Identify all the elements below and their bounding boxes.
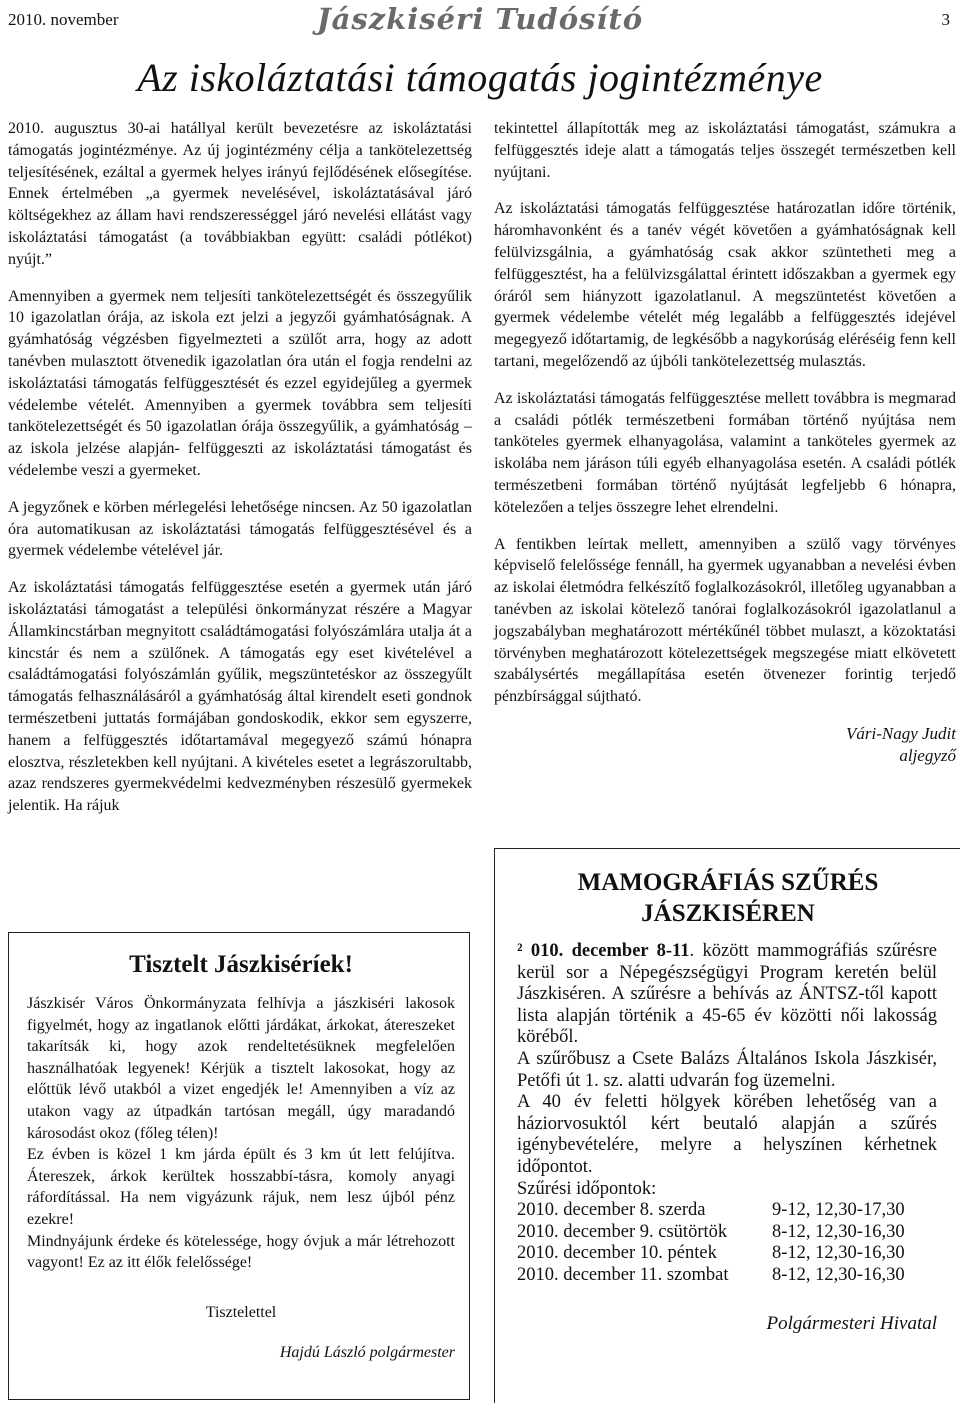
article-title: Az iskoláztatási támogatás jogintézménye [137,55,823,100]
schedule-list [517,1200,937,1286]
masthead: Jászkiséri Tudósító [316,2,644,36]
schedule-row [517,1243,937,1265]
schedule-hours: 8-12, 12,30-16,30 [772,1221,905,1242]
page-number: 3 [941,10,950,29]
schedule-day: 2010. december 9. csütörtök [517,1221,728,1242]
article-paragraph: Az iskoláztatási támogatás felfüggesztése mellett továbbra is megmarad a családi pótlék természetbeni formában történő nyújtása nem tanköteles gyermek elhanyagolása, valamint a tanköteles gyermek az iskolába nem járáson túli egyéb elhanyagolása esetén. A családi pótlék természetbeni formában történő nyújtását legfeljebb 6 hónapra, kötelezően a teljes összegre lehet elrendelni. [494,389,956,516]
mammography-title [495,867,960,929]
article-paragraph: A jegyzőnek e körben mérlegelési lehetősége nincsen. Az 50 igazolatlan óra automatikusan az iskoláztatási támogatás felfüggesztésével és a gyermek védelembe vételével jár. [8,498,472,560]
author-signature [494,723,956,767]
mammography-dates: ² 010. december 8-11 [517,941,690,961]
article-right-column [494,118,956,767]
schedule-row [517,1222,937,1244]
article-paragraph: 2010. augusztus 30-ai hatállyal került bevezetésre az iskoláztatási támogatás jogintézménye. Az új jogintézmény célja a tankötelezettség teljesítésének, ezáltal a gyermek helyes irányú fejlődésének elősegítése. Ennek értelmében „a gyermek nevelésével, iskoláztatásával járó költségekhez az állam havi rendszerességgel járó nevelési ellátást vagy iskoláztatási támogatást (a továbbiakban együtt: családi pótlékot) nyújt.” [8,120,472,268]
notice-paragraph: Jászkisér Város Önkormányzata felhívja a jászkiséri lakosok figyelmét, hogy az ingatlanok előtti járdákat, árkokat, átereszeket takarítsák ki, hogy azok rendeltetésüknek megfelelően használhatóak legyenek! Kérjük a tisztelt lakosokat, hogy az előttük lévő utakból a vizet engedjék le! Amennyiben a víz az utakon vagy az útpadkán tartósan megáll, úgy maradandó károsodást okoz (főleg télen)! [27,995,455,1142]
mammography-bus: A szűrőbusz a Csete Balázs Általános Iskola Jászkisér, Petőfi út 1. sz. alatti udvarán fog üzemelni. [517,1048,937,1091]
article-paragraph: A fentikben leírtak mellett, amennyiben a szülő vagy törvényes képviselő felelőssége fennáll, ha gyermek ugyanabban a nevelési évben az iskolai életmódra felkészítő foglalkozásokról, illetőleg ugyanabban a tanévben az iskolai kötelező tanórai foglalkozásokról igazolatlanul a jogszabályban meghatározott mértékűnél többet mulaszt, a közoktatási törvényben meghatározott kötelezettségek megszegése miatt elkövetett szabálysértés megállapítása esetén ötvenezer forintig terjedő pénzbírsággal sújtható. [494,535,956,706]
notice-box [8,932,470,1400]
article-paragraph: Amennyiben a gyermek nem teljesíti tankötelezettségét és összegyűlik 10 igazolatlan órája, az iskola ezt jelzi a jegyzői gyámhatóságnak. A gyámhatóság végzésben figyelmezteti a szülőt arra, hogy az adott tanévben mulasztott ötvenedik igazolatlan óra után el fogja rendelni az iskoláztatási támogatás felfüggesztését és ezzel egyidejűleg a gyermek védelembe vételét. Amennyiben a gyermek továbbra sem teljesíti tankötelezettségét és 50 igazolatlan órája összegyűlik, a gyámhatóság – az iskola jelzése alapján- felfüggeszti az iskoláztatási támogatást és védelembe veszi a gyermeket. [8,287,472,479]
mammography-title-line: MAMOGRÁFIÁS SZŰRÉS [577,869,879,896]
mammography-title-line: JÁSZKISÉREN [641,900,815,927]
header-date: 2010. november [8,10,119,29]
notice-greeting: Tisztelettel [205,1303,277,1321]
schedule-row [517,1265,937,1287]
mammography-signature: Polgármesteri Hivatal [766,1312,937,1334]
author-role: aljegyző [899,745,956,765]
notice-signature: Hajdú László polgármester [279,1343,455,1361]
article-paragraph: Az iskoláztatási támogatás felfüggesztése esetén a gyermek után járó iskoláztatási támogatást a települési önkormányzat részére a Magyar Államkincstárban megnyitott családtámogatási folyószámlára utalja át a kincstár és nem a szülőnek. A támogatás egy eset kivételével a családtámogatási folyószámlán gyűlik, megszüntetéskor az összegyűlt támogatás felhasználásáról a gyámhatóság által kirendelt eseti gondnok természetbeni juttatás formájában gondoskodik, ekkor sem egyszerre, hanem a felfüggesztés időtartamával megegyező számú hónapra elosztva, részletekben kell nyújtani. A kivételes esetet a legrászorultabb, azaz rendszeres gyermekvédelmi kedvezményben részesülő gyermekek jelentik. Ha rájuk [8,579,472,815]
mammography-intro [517,941,937,1049]
notice-paragraph: Ez évben is közel 1 km járda épült és 3 km út lett felújítva. Átereszek, árkok kerültek hosszabbí-tásra, komoly anyagi ráfordítással. Ha nem vigyázunk rájuk, nem lesz újból pénz ezekre! [27,1146,455,1228]
article-paragraph: tekintettel állapították meg az iskoláztatási támogatást, számukra a felfüggesztés ideje alatt a támogatás teljes összegét természetben kell nyújtani. [494,120,956,181]
author-name: Vári-Nagy Judit [845,723,956,743]
schedule-day: 2010. december 11. szombat [517,1264,729,1285]
schedule-title: Szűrési időpontok: [517,1178,657,1199]
schedule-day: 2010. december 8. szerda [517,1200,706,1221]
mammography-body [517,941,937,1334]
schedule-hours: 8-12, 12,30-16,30 [772,1264,905,1285]
notice-title: Tisztelt Jászkiséríek! [129,951,353,978]
article-left-column [8,118,472,832]
notice-paragraph: Mindnyájunk érdeke és kötelessége, hogy óvjuk a már létrehozott vagyont! Ez az itt élők felelőssége! [27,1232,455,1272]
schedule-day: 2010. december 10. péntek [517,1243,717,1264]
schedule-row [517,1200,937,1222]
article-paragraph: Az iskoláztatási támogatás felfüggesztése határozatlan időre történik, háromhavonként és a tanév végét követően a gyámhatóságnak kell felülvizsgálnia, a gyámhatóság csak akkor szüntetheti meg a felfüggesztést, ha a felülvizsgálattal érintett időszakban a gyermek egy óráról sem hiányzott igazolatlanul. A megszüntetést követően a gyermek védelembe vételét még legalább a felfüggesztés idejével megegyező időtartamig, de legkésőbb a nagykorúság eléréséig fenn kell tartani, megelőzendő az újbóli tankötelezettség mulasztás. [494,200,956,370]
schedule-hours: 8-12, 12,30-16,30 [772,1243,905,1264]
mammography-intro-text: . között mammográfiás szűrésre kerül sor a Népegészségügyi Program keretén belül Jászkiséren. A szűrésre a behívás az ÁNTSZ-től kapott lista alapján történik a 45-65 év közötti női lakosság köréből. [517,941,937,1048]
mammography-box [494,848,960,1403]
notice-body [27,993,455,1274]
mammography-over40: A 40 év feletti hölgyek körében lehetőség van a háziorvosuktól kért beutaló alapján a szűrés igénybevételére, melyre a helyszínen kérhetnek időpontot. [517,1092,937,1177]
schedule-hours: 9-12, 12,30-17,30 [772,1200,905,1221]
